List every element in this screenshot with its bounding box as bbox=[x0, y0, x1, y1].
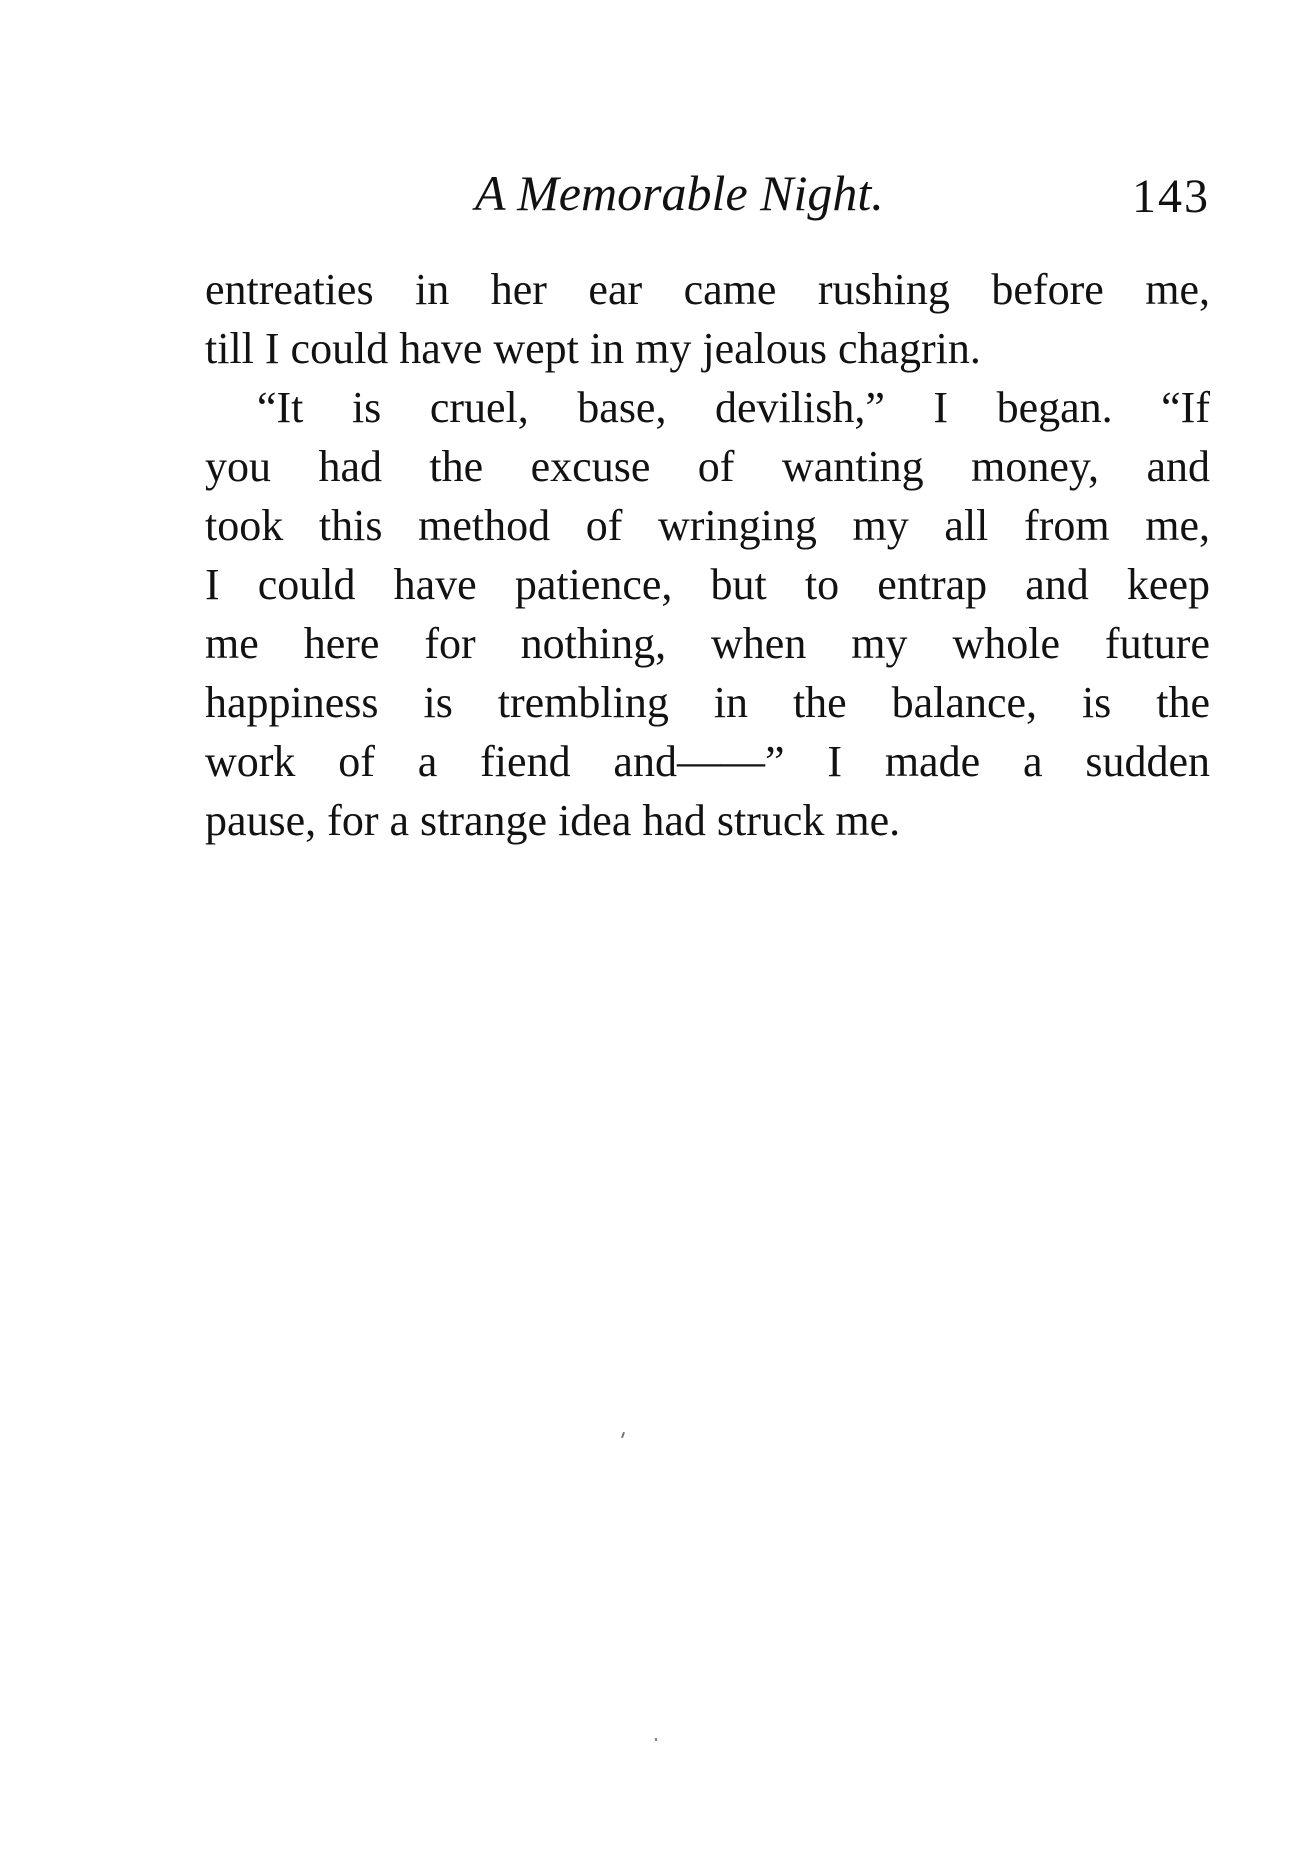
text-line: I could have patience, but to entrap and keep bbox=[205, 560, 1210, 609]
paper-speck bbox=[621, 1432, 625, 1438]
text-line: till I could have wept in my jealous chagrin. bbox=[205, 324, 981, 373]
text-line: entreaties in her ear came rushing before me, bbox=[205, 265, 1210, 314]
text-line: me here for nothing, when my whole future bbox=[205, 619, 1210, 668]
text-line: took this method of wringing my all from me, bbox=[205, 501, 1210, 550]
body-text bbox=[205, 260, 1210, 850]
text-line: “It is cruel, base, devilish,” I began. “If bbox=[257, 383, 1210, 432]
text-line: happiness is trembling in the balance, is the bbox=[205, 678, 1210, 727]
text-line: work of a fiend and——” I made a sudden bbox=[205, 737, 1210, 786]
text-line: pause, for a strange idea had struck me. bbox=[205, 796, 901, 845]
running-title: A Memorable Night. bbox=[475, 165, 884, 221]
paper-speck bbox=[655, 1738, 657, 1741]
page-number: 143 bbox=[1132, 170, 1210, 223]
running-head bbox=[205, 158, 1210, 228]
text-line: you had the excuse of wanting money, and bbox=[205, 442, 1210, 491]
